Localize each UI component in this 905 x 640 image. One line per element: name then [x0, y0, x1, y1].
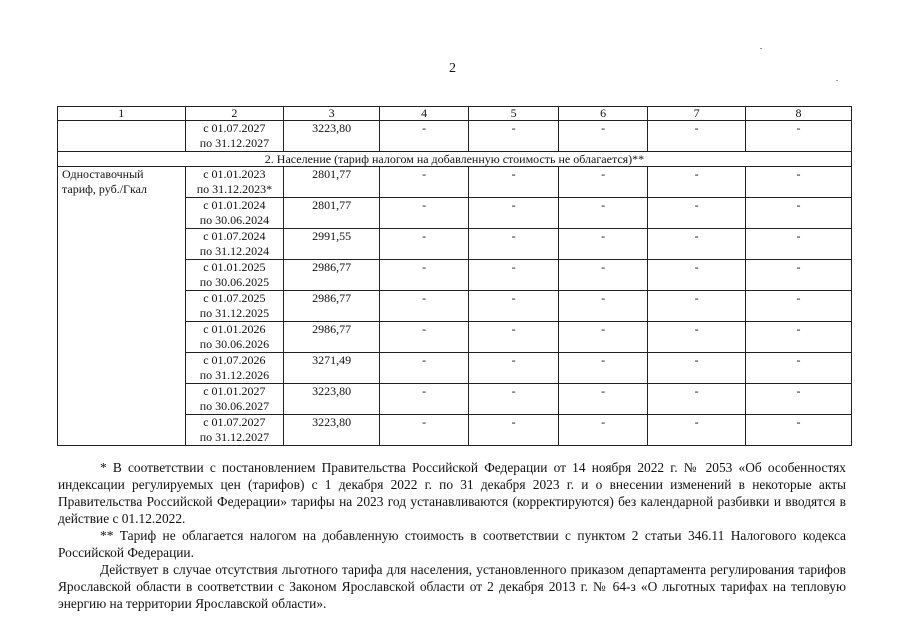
- column-number: 7: [648, 107, 746, 121]
- empty-value-dash: -: [379, 167, 468, 198]
- empty-value-dash: -: [558, 198, 647, 229]
- page-number: 2: [449, 61, 456, 76]
- empty-value-dash: -: [648, 229, 746, 260]
- empty-value-dash: -: [746, 167, 852, 198]
- tariff-category: [58, 167, 186, 446]
- period-to: по 31.12.2024: [199, 244, 270, 258]
- period-to: по 30.06.2024: [199, 213, 270, 227]
- period-from: с 01.01.2025: [203, 260, 266, 274]
- period-to: по 30.06.2026: [199, 337, 270, 351]
- empty-value-dash: -: [469, 198, 558, 229]
- empty-value-dash: -: [379, 384, 468, 415]
- empty-value-dash: -: [469, 260, 558, 291]
- empty-value-dash: -: [558, 260, 647, 291]
- period-to: по 31.12.2027: [199, 430, 270, 444]
- empty-value-dash: -: [746, 229, 852, 260]
- empty-value-dash: -: [746, 415, 852, 446]
- column-number: 4: [379, 107, 468, 121]
- period-from: с 01.07.2027: [203, 121, 266, 135]
- empty-value-dash: -: [648, 121, 746, 152]
- category-line: тариф, руб./Гкал: [62, 182, 148, 196]
- footnote-preferential-tariff: Действует в случае отсутствия льготного тарифа для населения, установленного приказом департамента регулирования тарифов Ярославской области в соответствии с Законом Ярославской области от 2 декабря 2013 г. № 64-з «О льготных тарифах на тепловую энергию на территории Ярославской области».: [58, 562, 846, 611]
- period-cell: [185, 260, 284, 291]
- empty-value-dash: -: [558, 121, 647, 152]
- empty-value-dash: -: [379, 291, 468, 322]
- period-to: по 30.06.2027: [199, 399, 270, 413]
- empty-value-dash: -: [558, 229, 647, 260]
- empty-value-dash: -: [469, 384, 558, 415]
- tariff-value: 2986,77: [284, 260, 380, 291]
- empty-value-dash: -: [558, 167, 647, 198]
- scan-speck: [760, 48, 762, 49]
- period-cell: [185, 229, 284, 260]
- empty-value-dash: -: [558, 291, 647, 322]
- empty-value-dash: -: [469, 415, 558, 446]
- empty-value-dash: -: [379, 353, 468, 384]
- period-from: с 01.01.2027: [203, 384, 266, 398]
- empty-value-dash: -: [469, 167, 558, 198]
- empty-value-dash: -: [469, 353, 558, 384]
- tariff-table: [57, 106, 852, 446]
- section-title: 2. Население (тариф налогом на добавленную стоимость не облагается)**: [58, 152, 852, 167]
- category-line: Одноставочный: [62, 167, 144, 181]
- period-cell: [185, 353, 284, 384]
- tariff-value: 2986,77: [284, 291, 380, 322]
- footnote-asterisk: * В соответствии с постановлением Правительства Российской Федерации от 14 ноября 2022 г. № 2053 «Об особенностях индексации регулируемых цен (тарифов) с 1 декабря 2022 г. по 31 декабря 2023 г. и о внесении изменений в некоторые акты Правительства Российской Федерации» тарифы на 2023 год устанавливаются (корректируются) без календарной разбивки и вводятся в действие с 01.12.2022.: [58, 460, 846, 526]
- empty-value-dash: -: [379, 322, 468, 353]
- empty-value-dash: -: [648, 353, 746, 384]
- column-number: 3: [284, 107, 380, 121]
- tariff-value: 3223,80: [284, 415, 380, 446]
- period-cell: [185, 415, 284, 446]
- period-from: с 01.07.2026: [203, 353, 266, 367]
- table-row: [58, 121, 852, 152]
- empty-value-dash: -: [746, 121, 852, 152]
- tariff-value: 3223,80: [284, 121, 380, 152]
- empty-value-dash: -: [379, 121, 468, 152]
- period-to: по 31.12.2026: [199, 368, 270, 382]
- period-to: по 31.12.2027: [199, 136, 270, 150]
- period-from: с 01.01.2024: [203, 198, 266, 212]
- empty-value-dash: -: [648, 415, 746, 446]
- scan-speck: [836, 80, 838, 81]
- empty-value-dash: -: [746, 353, 852, 384]
- empty-value-dash: -: [558, 322, 647, 353]
- period-from: с 01.07.2027: [203, 415, 266, 429]
- section-row: [58, 152, 852, 167]
- period-cell: [185, 384, 284, 415]
- footnote-double-asterisk: ** Тариф не облагается налогом на добавленную стоимость в соответствии с пунктом 2 статьи 346.11 Налогового кодекса Российской Федерации.: [58, 528, 846, 560]
- tariff-value: 2991,55: [284, 229, 380, 260]
- empty-value-dash: -: [746, 198, 852, 229]
- empty-value-dash: -: [746, 291, 852, 322]
- tariff-value: 2801,77: [284, 167, 380, 198]
- empty-value-dash: -: [648, 291, 746, 322]
- period-from: с 01.07.2025: [203, 291, 266, 305]
- empty-value-dash: -: [648, 322, 746, 353]
- empty-value-dash: -: [379, 415, 468, 446]
- empty-value-dash: -: [558, 384, 647, 415]
- column-number: 1: [58, 107, 186, 121]
- period-to: по 30.06.2025: [199, 275, 270, 289]
- tariff-value: 2801,77: [284, 198, 380, 229]
- tariff-value: 2986,77: [284, 322, 380, 353]
- period-to: по 31.12.2025: [199, 306, 270, 320]
- empty-value-dash: -: [746, 260, 852, 291]
- period-from: с 01.07.2024: [203, 229, 266, 243]
- tariff-value: 3223,80: [284, 384, 380, 415]
- empty-value-dash: -: [379, 260, 468, 291]
- column-number: 5: [469, 107, 558, 121]
- column-number: 6: [558, 107, 647, 121]
- empty-value-dash: -: [469, 322, 558, 353]
- empty-value-dash: -: [648, 198, 746, 229]
- table-row: [58, 167, 852, 198]
- empty-value-dash: -: [648, 384, 746, 415]
- period-cell: [185, 322, 284, 353]
- empty-value-dash: -: [648, 260, 746, 291]
- period-cell: [185, 167, 284, 198]
- period-cell: [185, 198, 284, 229]
- footnotes: [58, 459, 846, 612]
- empty-value-dash: -: [469, 291, 558, 322]
- period-cell: [185, 121, 284, 152]
- empty-value-dash: -: [379, 198, 468, 229]
- empty-value-dash: -: [379, 229, 468, 260]
- column-number: 2: [185, 107, 284, 121]
- empty-value-dash: -: [558, 415, 647, 446]
- period-from: с 01.01.2023: [203, 167, 266, 181]
- empty-value-dash: -: [746, 322, 852, 353]
- empty-value-dash: -: [558, 353, 647, 384]
- tariff-value: 3271,49: [284, 353, 380, 384]
- empty-value-dash: -: [648, 167, 746, 198]
- header-row: [58, 107, 852, 121]
- empty-value-dash: -: [746, 384, 852, 415]
- empty-category-cell: [58, 121, 186, 152]
- period-to: по 31.12.2023*: [196, 182, 273, 196]
- empty-value-dash: -: [469, 229, 558, 260]
- empty-value-dash: -: [469, 121, 558, 152]
- period-cell: [185, 291, 284, 322]
- column-number: 8: [746, 107, 852, 121]
- period-from: с 01.01.2026: [203, 322, 266, 336]
